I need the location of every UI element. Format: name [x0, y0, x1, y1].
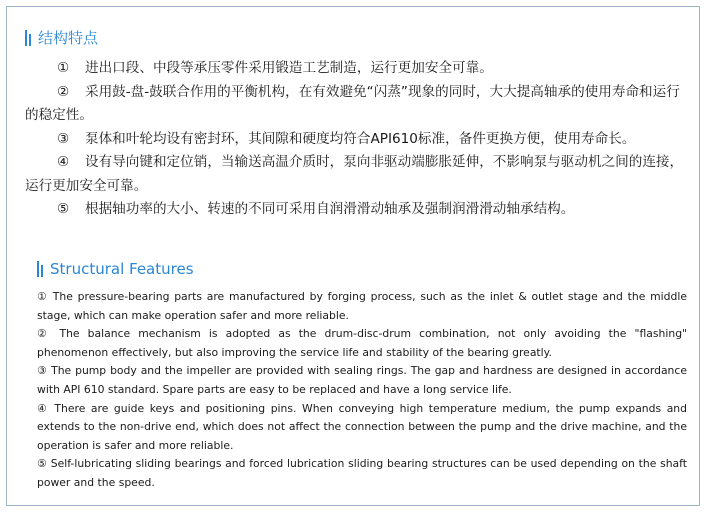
en-feature-item [37, 455, 687, 492]
cn-item-number: ③ [57, 130, 70, 147]
en-feature-list [37, 288, 687, 493]
cn-feature-item [25, 151, 693, 198]
cn-item-number: ② [57, 83, 70, 100]
cn-item-text: 泵体和叶轮均设有密封环，其间隙和硬度均符合API610标准，备件更换方便，使用寿命长。 [85, 130, 636, 147]
cn-feature-item [25, 57, 693, 81]
cn-item-text: 设有导向键和定位销，当输送高温介质时，泵向非驱动端膨胀延伸，不影响泵与驱动机之间的连接，运行更加安全可靠。 [25, 154, 684, 194]
en-feature-item [37, 325, 687, 362]
en-section-title: Structural Features [50, 260, 194, 278]
cn-item-text: 根据轴功率的大小、转速的不同可采用自润滑滑动轴承及强制润滑滑动轴承结构。 [85, 201, 575, 217]
en-item-text: Self-lubricating sliding bearings and forced lubrication sliding bearing structures can be used depending on the shaft power and the speed. [37, 457, 687, 489]
en-section-heading [37, 260, 194, 278]
section-bar-icon [25, 30, 33, 46]
content-panel [6, 6, 700, 506]
cn-section-heading [25, 27, 98, 48]
en-feature-item [37, 288, 687, 325]
en-item-number: ① [37, 290, 49, 303]
cn-item-number: ⑤ [57, 201, 70, 217]
en-item-number: ③ [37, 364, 48, 378]
en-item-text: There are guide keys and positioning pins. When conveying high temperature medium, the pump expands and extends to the non-drive end, which does not affect the connection between the pump and the drive machine, and the operation is safer and more reliable. [37, 401, 688, 452]
cn-section-title: 结构特点 [38, 29, 99, 47]
en-feature-item [37, 400, 687, 456]
en-item-text: The pump body and the impeller are provided with sealing rings. The gap and hardness are designed in accordance with API 610 standard. Spare parts are easy to be replaced and have a long service life. [37, 364, 687, 396]
en-item-number: ② [37, 327, 52, 341]
cn-item-text: 采用鼓-盘-鼓联合作用的平衡机构，在有效避免“闪蒸”现象的同时，大大提高轴承的使用寿命和运行的稳定性。 [25, 83, 680, 123]
en-item-text: The balance mechanism is adopted as the drum-disc-drum combination, not only avoiding the "flashing" phenomenon effectively, but also improving the service life and stability of the bearing greatly. [37, 327, 688, 359]
en-item-number: ⑤ [37, 457, 47, 471]
cn-feature-list [25, 57, 693, 222]
cn-item-number: ① [57, 60, 70, 76]
section-bar-icon [37, 261, 45, 277]
cn-item-text: 进出口段、中段等承压零件采用锻造工艺制造，运行更加安全可靠。 [85, 60, 493, 76]
en-item-number: ④ [37, 401, 49, 415]
cn-feature-item [25, 198, 693, 222]
cn-feature-item [25, 128, 693, 152]
en-item-text: The pressure-bearing parts are manufactured by forging process, such as the inlet & outlet stage and the middle stage, which can make operation safer and more reliable. [37, 290, 687, 322]
cn-item-number: ④ [57, 154, 70, 170]
en-feature-item [37, 362, 687, 399]
cn-feature-item [25, 81, 693, 128]
